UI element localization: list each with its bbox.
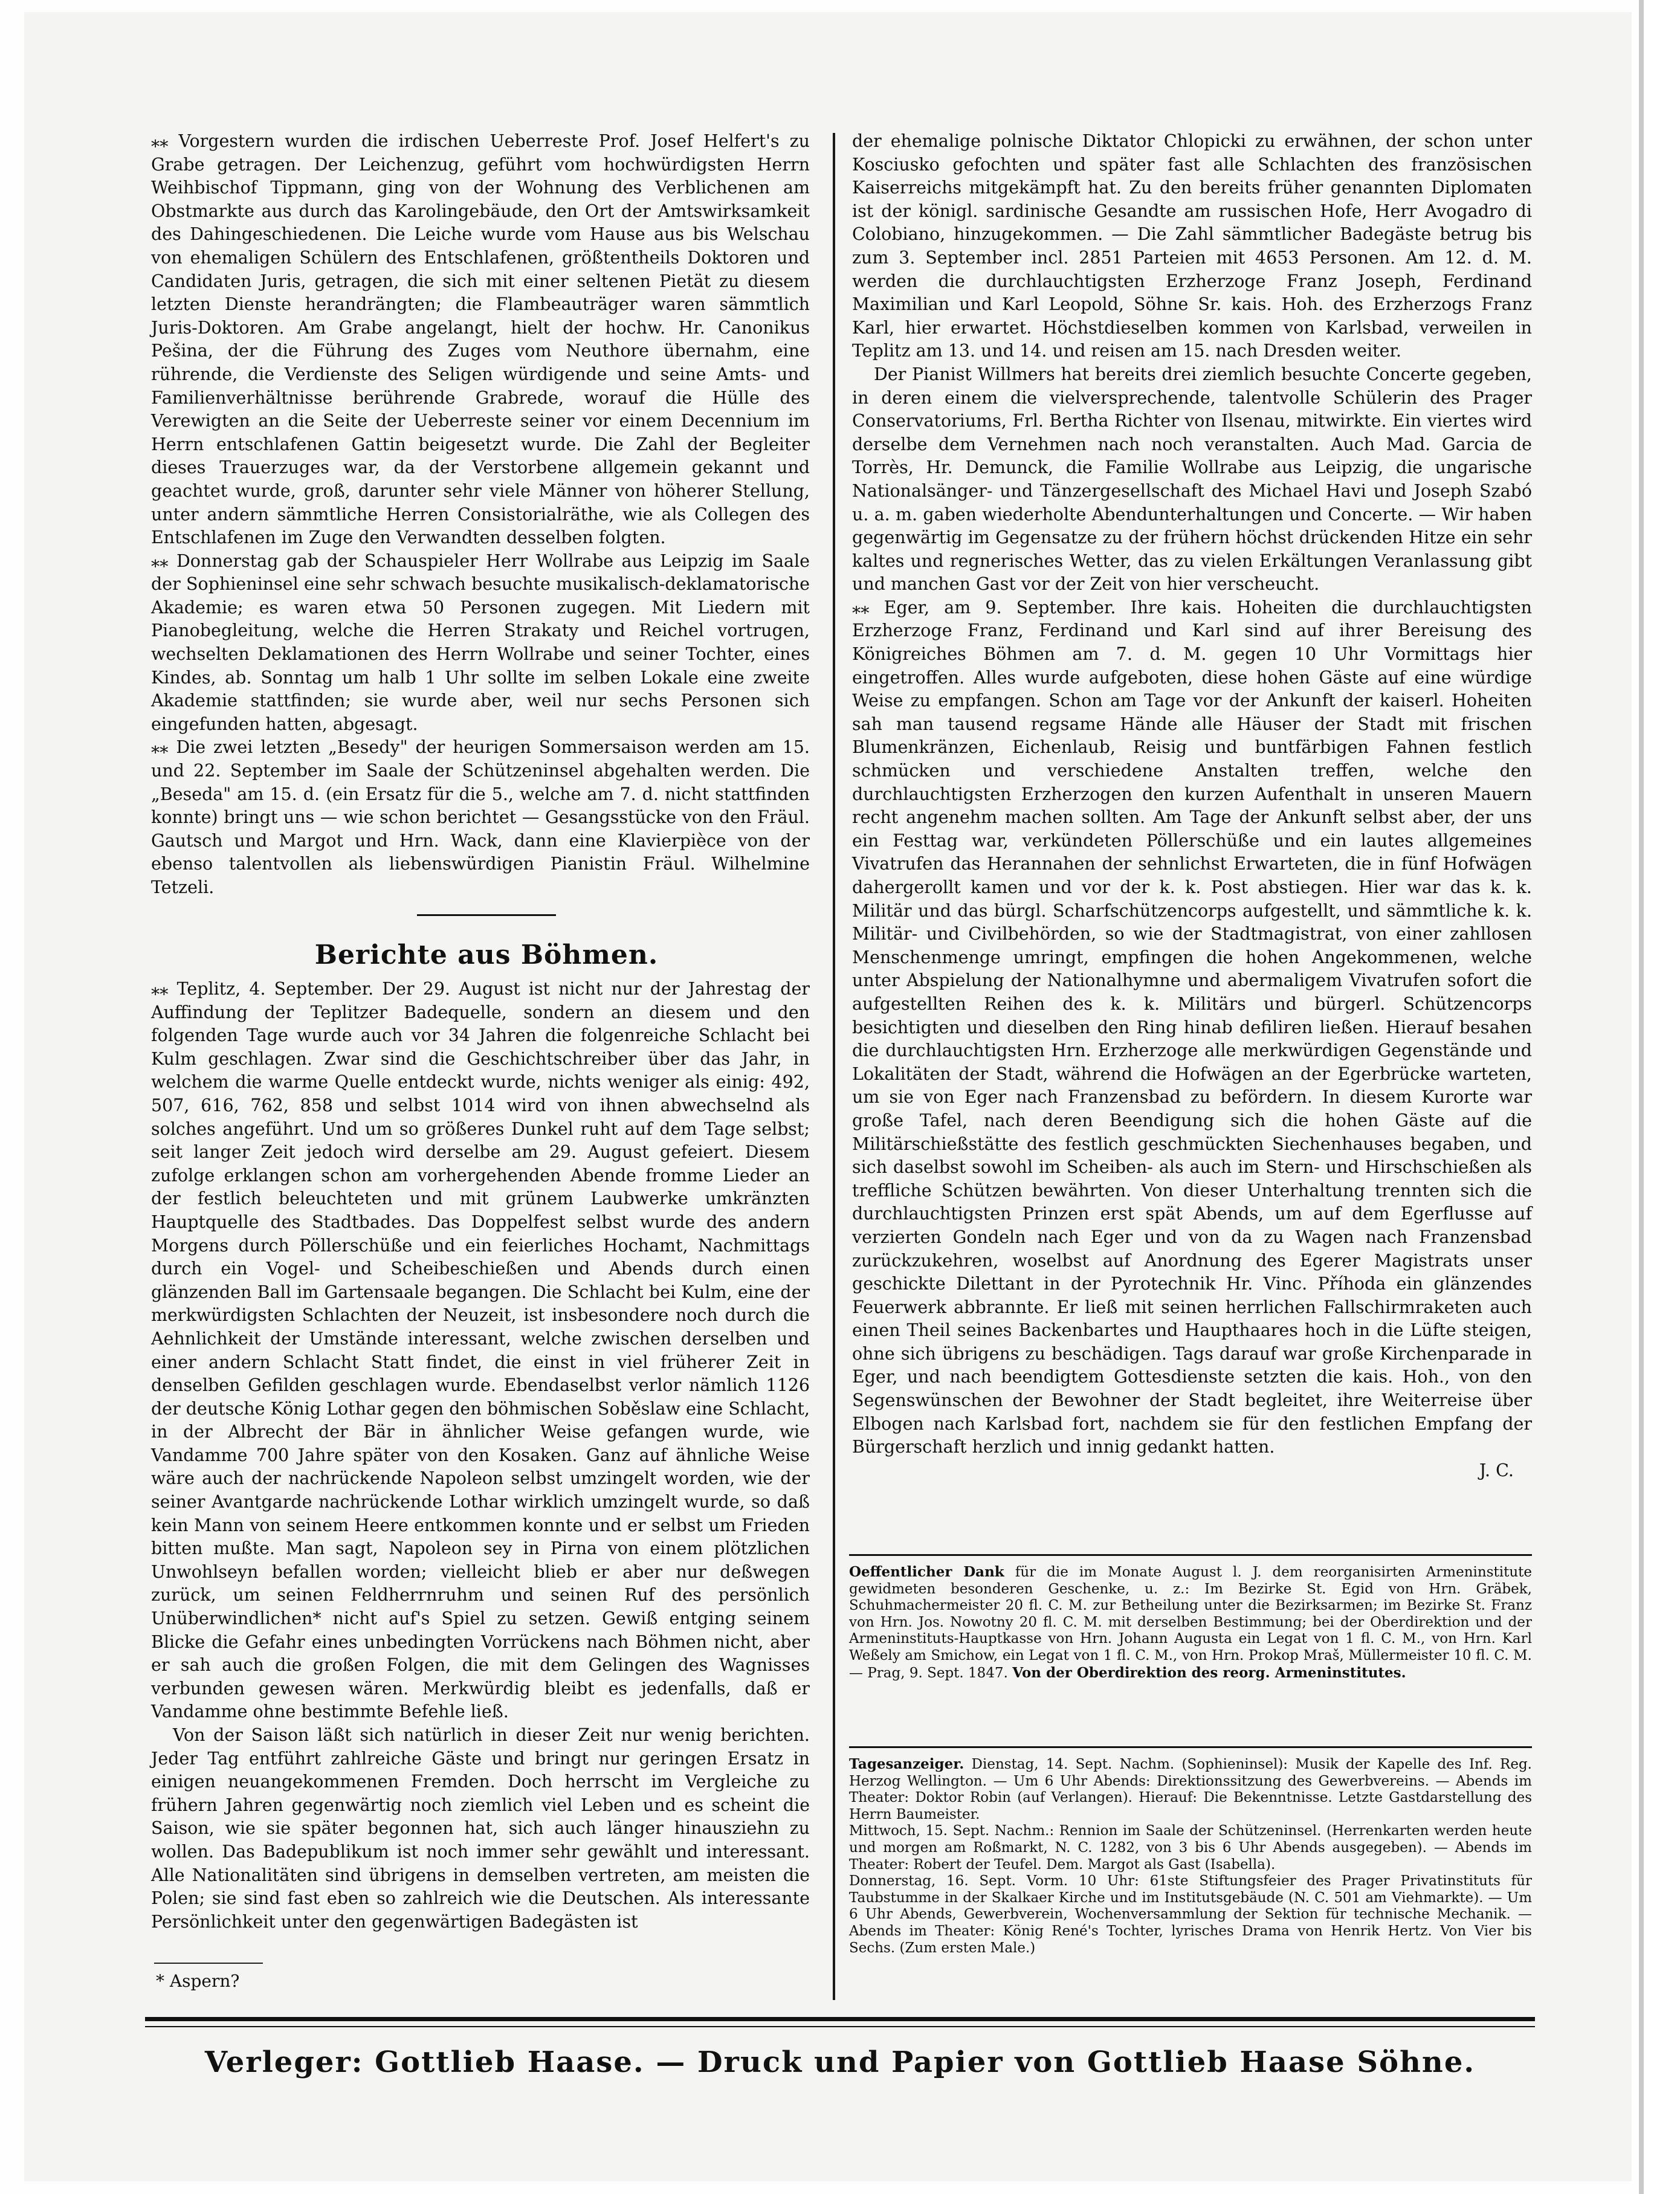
public-thanks-text: für die im Monate August l. J. dem reorganisirten Armeninstitute gewidmeten besonderen Geschenke, u. z.: Im Bezirke St. Egid von Hrn. Gräbek, Schuhmachermeister 20 fl. C. M. zur Betheilung unter die Bezirksarmen; im Bezirke St. Franz von Hrn. Jos. Nowotny 20 fl. C. M. mit derselben Bestimmung; bei der Oberdirektion und der Armeninstituts-Hauptkasse von Hrn. Johann Augusta ein Legat von 1 fl. C. M., von Hrn. Karl Weßely am Smichow, ein Legat von 1 fl. C. M., von Hrn. Prokop Mraš, Müllermeister 10 fl. C. M. — Prag, 9. Sept. 1847.: [849, 1564, 1533, 1681]
imprint-rule: [145, 2017, 1535, 2021]
article-wollrabe-academy: ⁎⁎ Donnerstag gab der Schauspieler Herr Wollrabe aus Leipzig im Saale der Sophieninsel eine sehr schwach besuchte musikalisch-deklamatorische Akademie; es waren etwa 50 Personen zugegen. Mit Liedern mit Pianobegleitung, welche die Herren Strakaty und Reichel vortrugen, wechselten Deklamationen des Herrn Wollrabe und seiner Tochter, eines Kindes, ab. Sonntag um halb 1 Uhr sollte im selben Lokale eine zweite Akademie stattfinden; sie wurde aber, weil nur sechs Personen sich eingefunden hatten, abgesagt.: [151, 550, 810, 734]
publisher-imprint: Verleger: Gottlieb Haase. — Druck und Papier von Gottlieb Haase Söhne.: [204, 2045, 1476, 2079]
article-eger: ⁎⁎ Eger, am 9. September. Ihre kais. Hoheiten die durchlauchtigsten Erzherzoge Franz, Ferdinand und Karl sind auf ihrer Bereisung des Königreiches Böhmen am 7. d. M. gegen 10 Uhr Vormittags hier eingetroffen. Alles wurde aufgeboten, diese hohen Gäste auf eine würdige Weise zu empfangen. Schon am Tage vor der Ankunft der kaiserl. Hoheiten sah man tausend regsame Hände alle Häuser der Stadt mit frischen Blumenkränzen, Eichenlaub, Reisig und buntfärbigen Fahnen festlich schmücken und verschiedene Anstalten treffen, welche den durchlauchtigsten Erzherzogen den kurzen Aufenthalt in unseren Mauern recht angenehm machen sollten. Am Tage der Ankunft selbst aber, der uns ein Festtag war, verkündeten Pöllerschüße und ein lautes allgemeines Vivatrufen das Herannahen der sehnlichst Erwarteten, die in fünf Hofwägen dahergerollt kamen und vor der k. k. Post abstiegen. Hier war das k. k. Militär und das bürgl. Scharfschützencorps aufgestellt, und sämmtliche k. k. Militär- und Civilbehörden, so wie der Stadtmagistrat, von einer zahllosen Menschenmenge umringt, empfingen die hohen Angekommenen, welche unter Abspielung der Nationalhymne und abermaligem Vivatrufen sofort die aufgestellten Reihen des k. k. Militärs und bürgerl. Schützencorps besichtigten und dieselben den Ring hinab defiliren ließen. Hierauf besahen die durchlauchtigsten Hrn. Erzherzoge alle merkwürdigen Gegenstände und Lokalitäten der Stadt, während die Hofwägen an der Egerbrücke warteten, um sie von Eger nach Franzensbad zu befördern. In diesem Kurorte war große Tafel, nach deren Beendigung sich die hohen Gäste auf die Militärschießstätte des festlich geschmückten Siechenhauses begaben, und sich daselbst sowohl im Scheiben- als auch im Stern- und Hirschschießen als treffliche Schützen bewährten. Von dieser Unterhaltung trennten sich die durchlauchtigsten Prinzen erst spät Abends, um auf dem Egerflusse auf verzierten Gondeln nach Eger und von da zu Wagen nach Franzensbad zurückzukehren, woselbst auf Anordnung des Egerer Magistrats unser geschickte Dilettant in der Pyrotechnik Hr. Vinc. Příhoda ein glänzendes Feuerwerk abbrannte. Er ließ mit seinen herrlichen Fallschirmraketen auch einen Theil seines Backenbartes und Haupthaares hoch in die Lüfte steigen, ohne sich übrigens zu beschädigen. Tags darauf war große Kirchenparade in Eger, und nach beendigtem Gottesdienste setzten die kais. Hoh., von den Segenswünschen der Bewohner der Stadt begleitet, ihre Weiterreise über Elbogen nach Karlsbad fort, nachdem sie für den festlichen Empfang der Bürgerschaft herzlich und innig gedankt hatten.: [852, 597, 1532, 1457]
article-teplitz-continued: der ehemalige polnische Diktator Chlopicki zu erwähnen, der schon unter Kosciusko gefochten und später fast alle Schlachten des französischen Kaiserreichs mitgekämpft hat. Zu den bereits früher genannten Diplomaten ist der königl. sardinische Gesandte am russischen Hofe, Herr Avogadro di Colobiano, hinzugekommen. — Die Zahl sämmtlicher Badegäste betrug bis zum 3. September incl. 2851 Parteien mit 4653 Personen. Am 12. d. M. werden die durchlauchtigsten Erzherzoge Franz Joseph, Ferdinand Maximilian und Karl Leopold, Söhne Sr. kais. Hoh. des Erzherzogs Franz Karl, hier erwartet. Höchstdieselben kommen von Karlsbad, verweilen in Teplitz am 13. und 14. und reisen am 15. nach Dresden weiter.: [852, 131, 1532, 361]
public-thanks-heading: Oeffentlicher Dank: [849, 1564, 1004, 1580]
article-helfert-funeral: ⁎⁎ Vorgestern wurden die irdischen Ueberreste Prof. Josef Helfert's zu Grabe getragen. Der Leichenzug, geführt vom hochwürdigsten Herrn Weihbischof Tippmann, ging von der Wohnung des Verblichenen am Obstmarkte aus durch das Karolingebäude, den Ort der Amtswirksamkeit des Dahingeschiedenen. Die Leiche wurde vom Hause aus bis Welschau von ehemaligen Schülern des Entschlafenen, größtentheils Doktoren und Candidaten Juris, getragen, die sich mit einer seltenen Pietät zu diesem letzten Dienste herandrängten; die Flambeauträger waren sämmtlich Juris-Doktoren. Am Grabe angelangt, hielt der hochw. Hr. Canonikus Pešina, der die Führung des Zuges vom Neuthore übernahm, eine rührende, die Verdienste des Seligen würdigende und seine Amts- und Familienverhältnisse berührende Grabrede, worauf die Hülle des Verewigten an die Seite der Ueberreste seiner vor einem Decennium im Herrn entschlafenen Gattin beigesetzt wurde. Die Zahl der Begleiter dieses Trauerzuges war, da der Verstorbene allgemein gekannt und geachtet wurde, groß, darunter sehr viele Männer von höherer Stellung, unter andern sämmtliche Herren Consistorialräthe, wie als Collegen des Entschlafenen im Zuge den Verwandten desselben folgten.: [151, 131, 810, 548]
tagesanzeiger-entry: Donnerstag, 16. Sept. Vorm. 10 Uhr: 61ste Stiftungsfeier des Prager Privatinstituts für Taubstumme in der Skalkaer Kirche und im Institutsgebäude (N. C. 501 am Viehmarkte). — Um 6 Uhr Abends, Gewerbverein, Wochenversammlung der Sektion für technische Mechanik. — Abends im Theater: König René's Tochter, lyrisches Drama von Henrik Hertz. Von Vier bis Sechs. (Zum ersten Male.): [849, 1873, 1532, 1956]
article-teplitz-season: Von der Saison läßt sich natürlich in dieser Zeit nur wenig berichten. Jeder Tag entführt zahlreiche Gäste und bringt nur geringen Ersatz in einigen neuangekommenen Fremden. Doch herrscht im Vergleiche zu frühern Jahren gegenwärtig noch ziemlich viel Leben und es scheint die Saison, wie sie später begonnen hat, sich auch länger hinausziehn zu wollen. Das Badepublikum ist noch immer sehr gewählt und interessant. Alle Nationalitäten sind übrigens in demselben vertreten, am meisten die Polen; sie sind fast eben so zahlreich wie die Deutschen. Als interessante Persönlichkeit unter den gegenwärtigen Badegästen ist: [151, 1725, 810, 1932]
tagesanzeiger-heading: Tagesanzeiger.: [849, 1756, 964, 1772]
tagesanzeiger-entry: Dienstag, 14. Sept. Nachm. (Sophieninsel): Musik der Kapelle des Inf. Reg. Herzog Wellington. — Um 6 Uhr Abends: Direktionssitzung des Gewerbvereins. — Abends im Theater: Doktor Robin (auf Verlangen). Hierauf: Die Bekenntnisse. Letzte Gastdarstellung des Herrn Baumeister.: [849, 1757, 1532, 1822]
section-divider: [417, 914, 556, 916]
footnote: * Aspern?: [156, 1971, 240, 1991]
page-edge: [1639, 0, 1680, 2194]
column-rule: [833, 133, 835, 2000]
footnote-divider: [154, 1963, 263, 1964]
left-column-lower: [151, 978, 810, 1934]
tagesanzeiger-entry: Mittwoch, 15. Sept. Nachm.: Rennion im Saale der Schützeninsel. (Herrenkarten werden heute und morgen am Roßmarkt, N. C. 1282, von 3 bis 6 Uhr Abends ausgegeben). — Abends im Theater: Robert der Teufel. Dem. Margot als Gast (Isabella).: [849, 1823, 1532, 1873]
article-besedy: ⁎⁎ Die zwei letzten „Besedy" der heurigen Sommersaison werden am 15. und 22. September im Saale der Schützeninsel abgehalten werden. Die „Beseda" am 15. d. (ein Ersatz für die 5., welche am 7. d. nicht stattfinden konnte) bringt uns — wie schon berichtet — Gesangsstücke von den Fräul. Gautsch und Margot und Hrn. Wack, dann eine Klavierpièce von der ebenso talentvollen als liebenswürdigen Pianistin Fräul. Wilhelmine Tetzeli.: [151, 737, 810, 897]
article-teplitz: ⁎⁎ Teplitz, 4. September. Der 29. August ist nicht nur der Jahrestag der Auffindung der Teplitzer Badequelle, sondern an diesem und den folgenden Tage wurde auch vor 34 Jahren die folgenreiche Schlacht bei Kulm geschlagen. Zwar sind die Geschichtschreiber über das Jahr, in welchem die warme Quelle entdeckt wurde, nichts weniger als einig: 492, 507, 616, 762, 858 und selbst 1014 wird von ihnen abwechselnd als solches angeführt. Und um so größeres Dunkel ruht auf dem Tage selbst; seit langer Zeit jedoch wird derselbe am 29. August gefeiert. Diesem zufolge erklangen schon am vorhergehenden Abende fromme Lieder an der festlich beleuchteten und mit grünem Laubwerke umkränzten Hauptquelle des Stadtbades. Das Doppelfest selbst wurde des andern Morgens durch Pöllerschüße und ein feierliches Hochamt, Nachmittags durch ein Vogel- und Scheibeschießen und Abends durch einen glänzenden Ball im Gartensaale begangen. Die Schlacht bei Kulm, eine der merkwürdigsten Schlachten der Neuzeit, ist insbesondere noch durch die Aehnlichkeit der Umstände interessant, welche zwischen derselben und einer andern Schlacht Statt findet, die einst in viel früherer Zeit in denselben Gefilden geschlagen wurde. Ebendaselbst verlor nämlich 1126 der deutsche König Lothar gegen den böhmischen Soběslaw eine Schlacht, in der Albrecht der Bär in ähnlicher Weise gefangen wurde, wie Vandamme 700 Jahre später von den Kosaken. Ganz auf ähnliche Weise wäre auch der nachrückende Napoleon selbst umzingelt worden, wie der seiner Avantgarde nachrückende Lothar wirklich umzingelt wurde, so daß kein Mann von seinem Heere entkommen konnte und er selbst um Frieden bitten mußte. Man sagt, Napoleon sey in Pirna von einem plötzlichen Unwohlseyn befallen worden; vielleicht blieb er aber nur deßwegen zurück, um seinen Feldherrnruhm und seinen Ruf des persönlich Unüberwindlichen* nicht auf's Spiel zu setzen. Gewiß entging seinem Blicke die Gefahr eines unbedingten Vorrückens nach Böhmen nicht, aber er sah auch die großen Folgen, die mit dem Gelingen des Wagnisses verbunden gewesen wären. Merkwürdig bleibt es jedenfalls, daß er Vandamme ohne bestimmte Befehle ließ.: [151, 979, 810, 1722]
section-title: Berichte aus Böhmen.: [314, 940, 659, 970]
imprint-rule-thin: [145, 2026, 1535, 2027]
public-thanks-box: [849, 1564, 1532, 1682]
article-concerts: Der Pianist Willmers hat bereits drei ziemlich besuchte Concerte gegeben, in deren einem die vielversprechende, talentvolle Schülerin des Prager Conservatoriums, Frl. Bertha Richter von Ilsenau, mitwirkte. Ein viertes wird derselbe dem Vernehmen nach noch veranstalten. Auch Mad. Garcia de Torrès, Hr. Demunck, die Familie Wollrabe aus Leipzig, die ungarische Nationalsänger- und Tänzergesellschaft des Michael Havi und Joseph Szabó u. a. m. gaben wiederholte Abendunterhaltungen und Concerte. — Wir haben gegenwärtig im Gegensatze zu der frühern höchst drückenden Hitze ein sehr kaltes und regnerisches Wetter, das zu vielen Erkältungen Veranlassung gibt und manchen Gast vor der Zeit von hier verscheucht.: [852, 364, 1532, 595]
box-divider-mid: [849, 1746, 1532, 1748]
public-thanks-closing: Von der Oberdirektion des reorg. Armeninstitutes.: [1012, 1664, 1406, 1681]
tagesanzeiger-box: [849, 1756, 1532, 1957]
right-column: [852, 130, 1532, 1482]
left-column: [151, 130, 810, 900]
box-divider-top: [849, 1554, 1532, 1556]
article-signature: J. C.: [1479, 1460, 1514, 1480]
